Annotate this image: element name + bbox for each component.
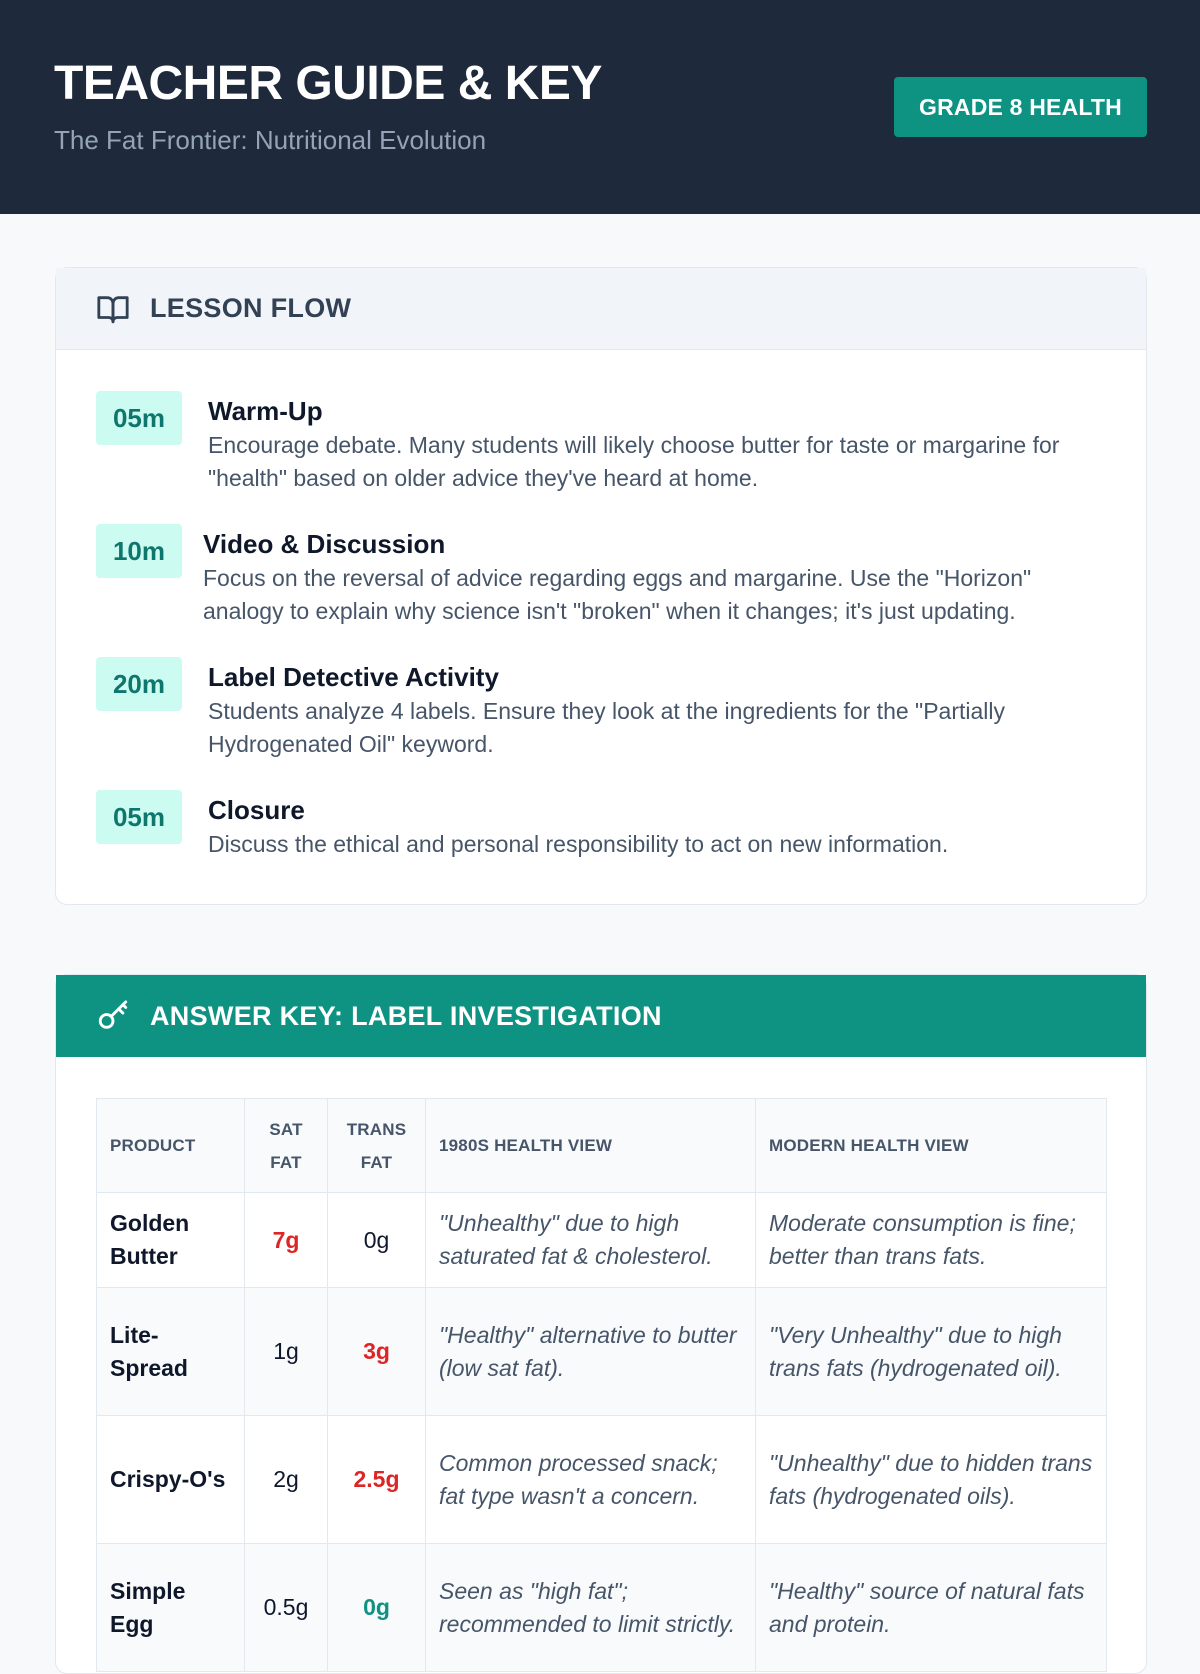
view-1980s-cell: "Healthy" alternative to butter (low sat fat). (426, 1288, 756, 1416)
book-open-icon (96, 292, 130, 326)
step-title: Closure (208, 795, 305, 825)
table-row (97, 1193, 1107, 1288)
step-description: Students analyze 4 labels. Ensure they look at the ingredients for the "Partially Hydrogenated Oil" keyword. (208, 698, 1006, 757)
trans-fat-cell: 0g (328, 1544, 426, 1672)
column-header-product: PRODUCT (97, 1099, 245, 1193)
column-header-sat-fat: SAT FAT (245, 1099, 328, 1193)
step-description: Focus on the reversal of advice regarding eggs and margarine. Use the "Horizon" analogy to explain why science isn't "broken" when it changes; it's just updating. (203, 565, 1032, 624)
lesson-flow-title: LESSON FLOW (150, 293, 352, 323)
step-title: Video & Discussion (203, 529, 446, 559)
product-cell: Lite-Spread (97, 1288, 245, 1416)
grade-badge: GRADE 8 HEALTH (894, 77, 1147, 137)
view-modern-cell: "Healthy" source of natural fats and protein. (756, 1544, 1107, 1672)
step-title: Warm-Up (208, 396, 323, 426)
sat-fat-cell: 2g (245, 1416, 328, 1544)
sat-fat-cell: 1g (245, 1288, 328, 1416)
answer-key-table (96, 1098, 1107, 1672)
page-title: TEACHER GUIDE & KEY (54, 57, 602, 110)
table-row (97, 1288, 1107, 1416)
view-1980s-cell: Common processed snack; fat type wasn't a concern. (426, 1416, 756, 1544)
time-badge: 05m (96, 391, 182, 445)
view-modern-cell: "Very Unhealthy" due to high trans fats (hydrogenated oil). (756, 1288, 1107, 1416)
view-modern-cell: Moderate consumption is fine; better than trans fats. (756, 1193, 1107, 1288)
answer-key-header (56, 975, 1146, 1057)
step-description: Discuss the ethical and personal responsibility to act on new information. (208, 831, 949, 857)
view-modern-cell: "Unhealthy" due to hidden trans fats (hydrogenated oils). (756, 1416, 1107, 1544)
trans-fat-cell: 3g (328, 1288, 426, 1416)
sat-fat-cell: 0.5g (245, 1544, 328, 1672)
column-header-trans-fat: TRANS FAT (328, 1099, 426, 1193)
product-cell: Crispy-O's (97, 1416, 245, 1544)
view-1980s-cell: Seen as "high fat"; recommended to limit strictly. (426, 1544, 756, 1672)
lesson-flow-header (56, 268, 1146, 350)
product-cell: Golden Butter (97, 1193, 245, 1288)
time-badge: 20m (96, 657, 182, 711)
product-cell: Simple Egg (97, 1544, 245, 1672)
time-badge: 10m (96, 524, 182, 578)
table-header-row (97, 1099, 1107, 1193)
answer-key-table-wrap (96, 1098, 1106, 1672)
column-header-modern-view: MODERN HEALTH VIEW (756, 1099, 1107, 1193)
page-subtitle: The Fat Frontier: Nutritional Evolution (54, 125, 487, 155)
answer-key-card (55, 974, 1147, 1674)
sat-fat-cell: 7g (245, 1193, 328, 1288)
time-badge: 05m (96, 790, 182, 844)
view-1980s-cell: "Unhealthy" due to high saturated fat & cholesterol. (426, 1193, 756, 1288)
key-icon (96, 999, 130, 1033)
step-description: Encourage debate. Many students will likely choose butter for taste or margarine for "health" based on older advice they've heard at home. (208, 432, 1060, 491)
table-row (97, 1544, 1107, 1672)
table-row (97, 1416, 1107, 1544)
trans-fat-cell: 2.5g (328, 1416, 426, 1544)
lesson-flow-card (55, 267, 1147, 905)
step-title: Label Detective Activity (208, 662, 499, 692)
column-header-1980s-view: 1980S HEALTH VIEW (426, 1099, 756, 1193)
answer-key-title: ANSWER KEY: LABEL INVESTIGATION (150, 1000, 662, 1031)
page-header (0, 0, 1200, 214)
trans-fat-cell: 0g (328, 1193, 426, 1288)
